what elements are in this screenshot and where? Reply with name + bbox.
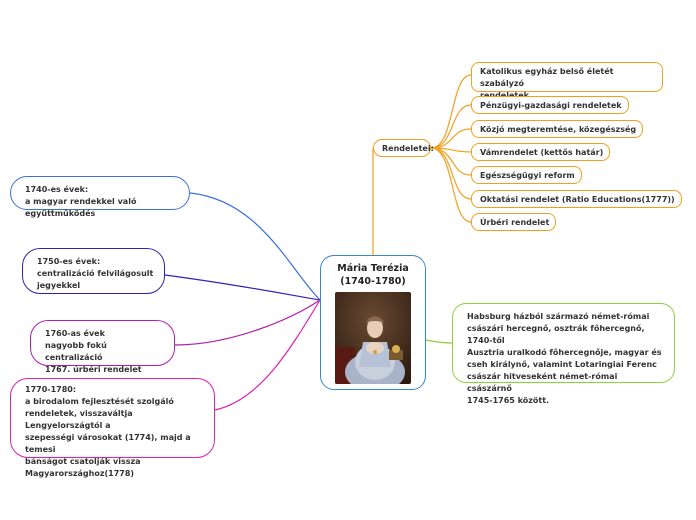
link-1770s (215, 300, 320, 410)
node-text: Habsburg házból származó német-római (467, 312, 650, 321)
node-text: Ausztria uralkodó főhercegnője, magyar és (467, 348, 662, 357)
left-node-1760s[interactable] (30, 320, 175, 374)
rendeletei-node[interactable] (373, 139, 434, 157)
left-node-1750s[interactable] (22, 248, 165, 294)
rendelet-item-egeszsegugyi[interactable] (471, 166, 582, 184)
habsburg-description-node[interactable] (452, 303, 675, 405)
link-1750s (165, 275, 320, 300)
rendelet-item-katolikus[interactable] (471, 62, 663, 92)
link-1740s (190, 193, 320, 300)
node-text: 1770-1780: (25, 385, 77, 394)
central-title-line1: Mária Terézia (337, 263, 409, 274)
node-text: császár hitveseként német-római császárnő (467, 372, 618, 393)
leaf-text: Egészségügyi reform (480, 171, 575, 180)
leaf-text: Közjó megteremtése, közegészség (480, 125, 637, 134)
link-habsburg (426, 340, 452, 343)
leaf-text: Oktatási rendelet (Ratio Educations(1777)) (480, 195, 675, 204)
leaf-text: Pénzügyi-gazdasági rendeletek (480, 101, 622, 110)
node-text: 1745-1765 között. (467, 396, 550, 405)
node-text: centralizáció felvilágosult (37, 269, 154, 278)
node-text: cseh királynő, valamint Lotaringiai Ferenc (467, 360, 657, 369)
node-text: a birodalom fejlesztését szolgáló (25, 397, 174, 406)
node-text: jegyekkel (37, 281, 81, 290)
central-topic[interactable] (320, 255, 426, 390)
node-text: Magyarországhoz(1778) (25, 469, 135, 478)
node-text: szepességi városokat (1774), majd a temesi (25, 433, 191, 454)
leaf-text: Vámrendelet (kettős határ) (480, 148, 604, 157)
leaf-text: Úrbéri rendelet (480, 218, 550, 227)
node-text: a magyar rendekkel való együttműködés (25, 197, 137, 218)
rendelet-item-kozjo[interactable] (471, 120, 643, 138)
rendelet-item-oktatasi[interactable] (471, 190, 682, 208)
node-text: 1760-as évek (45, 329, 105, 338)
link-1760s (175, 300, 320, 345)
central-title-line2: (1740-1780) (340, 276, 406, 287)
leaf-text: Katolikus egyház belső életét szabályzó (480, 67, 614, 88)
left-node-1770-1780[interactable] (10, 378, 215, 478)
rendelet-item-vamrendelet[interactable] (471, 143, 610, 161)
rendelet-item-urberi[interactable] (471, 213, 556, 231)
node-text: nagyobb fokú centralizáció (45, 341, 107, 362)
node-text: bánságot csatolják vissza (25, 457, 141, 466)
rendeletei-label: Rendeletei: (382, 144, 434, 153)
node-text: 1740-es évek: (25, 185, 89, 194)
node-text: 1767. úrbéri rendelet (45, 365, 142, 374)
portrait-image (335, 292, 411, 384)
left-node-1740s[interactable] (10, 176, 190, 218)
rendelet-item-penzugyi[interactable] (471, 96, 629, 114)
node-text: 1750-es évek: (37, 257, 101, 266)
node-text: császári hercegnő, osztrák főhercegnő, 1740-től (467, 324, 645, 345)
node-text: rendeletek, visszaváltja Lengyelországtól a (25, 409, 133, 430)
